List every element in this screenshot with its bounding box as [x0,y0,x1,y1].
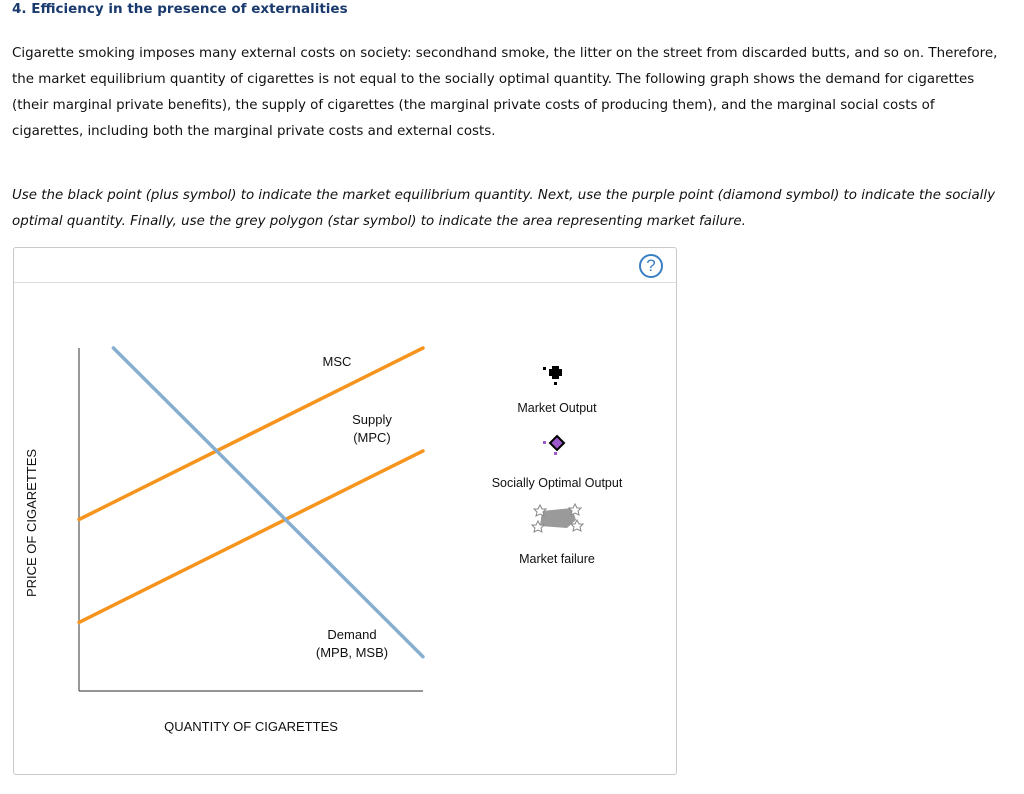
x-axis-title: QUANTITY OF CIGARETTES [164,719,338,734]
supply-label-line1: Supply [352,412,392,427]
drag-dot [554,382,557,385]
question-title: 4. Efficiency in the presence of externalities [12,1,348,17]
help-icon[interactable]: ? [639,254,663,278]
socially-optimal-tool[interactable] [492,436,623,490]
market-failure-tool[interactable] [519,504,595,566]
polygon-icon [540,508,576,528]
y-axis-title: PRICE OF CIGARETTES [24,448,39,598]
msc-label: MSC [322,354,352,369]
plus-icon-horizontal [549,369,562,376]
graph-svg [14,248,676,774]
demand-label-line2: (MPB, MSB) [315,645,389,660]
supply-line [79,451,423,623]
market-failure-label: Market failure [519,552,595,566]
question-paragraph: Cigarette smoking imposes many external costs on society: secondhand smoke, the litter on the street from discarded butts, and so on. Therefore, the market equilibrium quantity of cigarettes is not equal to the socially optimal quantity. The following graph shows the demand for cigarettes (their marginal private benefits), the supply of cigarettes (the marginal private costs of producing them), and the marginal social costs of cigarettes, including both the marginal private costs and external costs. [12,46,998,139]
market-output-label: Market Output [517,401,597,415]
supply-label-line2: (MPC) [353,430,391,445]
instructions: Use the black point (plus symbol) to indicate the market equilibrium quantity. Next, use the purple point (diamond symbol) to indicate the socially optimal quantity. Finally, use the grey polygon (star symbol) to indicate the area representing market failure. [12,188,996,229]
socially-optimal-label: Socially Optimal Output [491,476,623,490]
demand-line [113,348,423,657]
demand-label-line1: Demand [327,627,377,642]
market-output-tool[interactable] [517,366,597,415]
drag-dot [543,367,546,370]
graph-panel [13,247,677,775]
drag-dot [554,452,557,455]
drag-dot [543,441,546,444]
diamond-icon [550,436,564,450]
